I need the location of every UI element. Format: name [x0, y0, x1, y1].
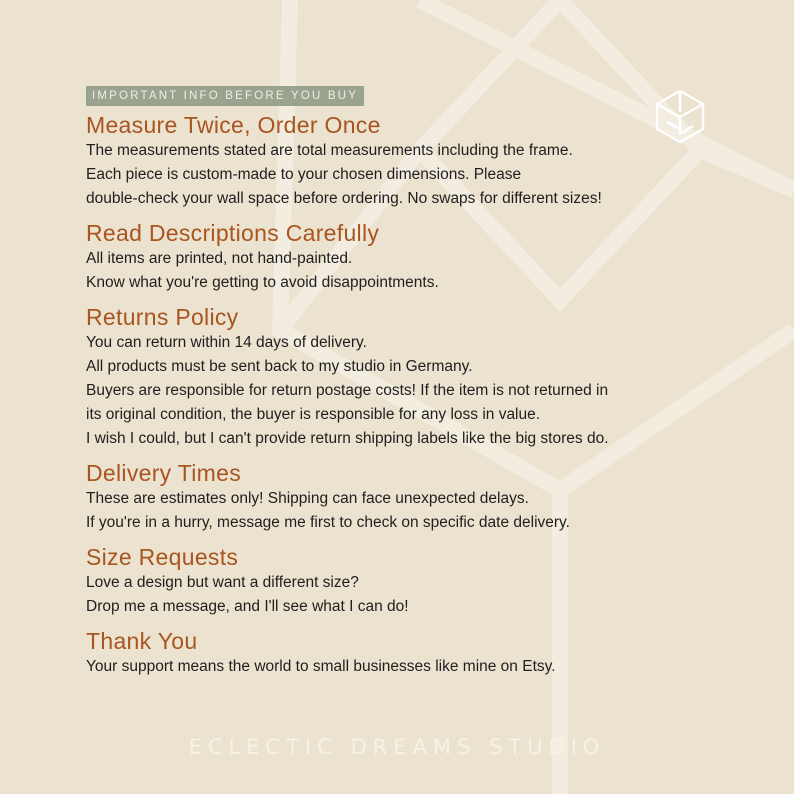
section-text-line: Each piece is custom-made to your chosen dimensions. Please	[86, 166, 522, 183]
info-badge: IMPORTANT INFO BEFORE YOU BUY	[86, 86, 364, 106]
info-section	[86, 220, 726, 295]
section-text-line: These are estimates only! Shipping can face unexpected delays.	[86, 490, 529, 507]
section-text-line: I wish I could, but I can't provide return shipping labels like the big stores do.	[86, 430, 609, 447]
section-text-line: Drop me a message, and I'll see what I can do!	[86, 598, 409, 615]
info-section	[86, 304, 726, 451]
info-section	[86, 628, 726, 679]
section-text-line: Your support means the world to small businesses like mine on Etsy.	[86, 658, 556, 675]
section-text-line: The measurements stated are total measurements including the frame.	[86, 142, 573, 159]
section-title: Delivery Times	[86, 460, 242, 486]
section-title: Read Descriptions Carefully	[86, 220, 380, 246]
section-text-line: If you're in a hurry, message me first to check on specific date delivery.	[86, 514, 570, 531]
section-text-line: Love a design but want a different size?	[86, 574, 359, 591]
sections-list	[86, 112, 726, 679]
info-section	[86, 460, 726, 535]
section-text-line: You can return within 14 days of delivery.	[86, 334, 367, 351]
section-text-line: Buyers are responsible for return postage costs! If the item is not returned in	[86, 382, 609, 399]
brand-wordmark: ECLECTIC DREAMS STUDIO	[188, 735, 606, 759]
section-text-line: its original condition, the buyer is responsible for any loss in value.	[86, 406, 541, 423]
section-text-line: Know what you're getting to avoid disappointments.	[86, 274, 439, 291]
info-content	[86, 86, 726, 688]
info-section	[86, 544, 726, 619]
section-title: Size Requests	[86, 544, 239, 570]
section-text-line: All products must be sent back to my studio in Germany.	[86, 358, 473, 375]
section-title: Returns Policy	[86, 304, 239, 330]
section-title: Thank You	[86, 628, 198, 654]
section-title: Measure Twice, Order Once	[86, 112, 381, 138]
section-text-line: All items are printed, not hand-painted.	[86, 250, 353, 267]
section-text-line: double-check your wall space before ordering. No swaps for different sizes!	[86, 190, 602, 207]
info-section	[86, 112, 726, 211]
